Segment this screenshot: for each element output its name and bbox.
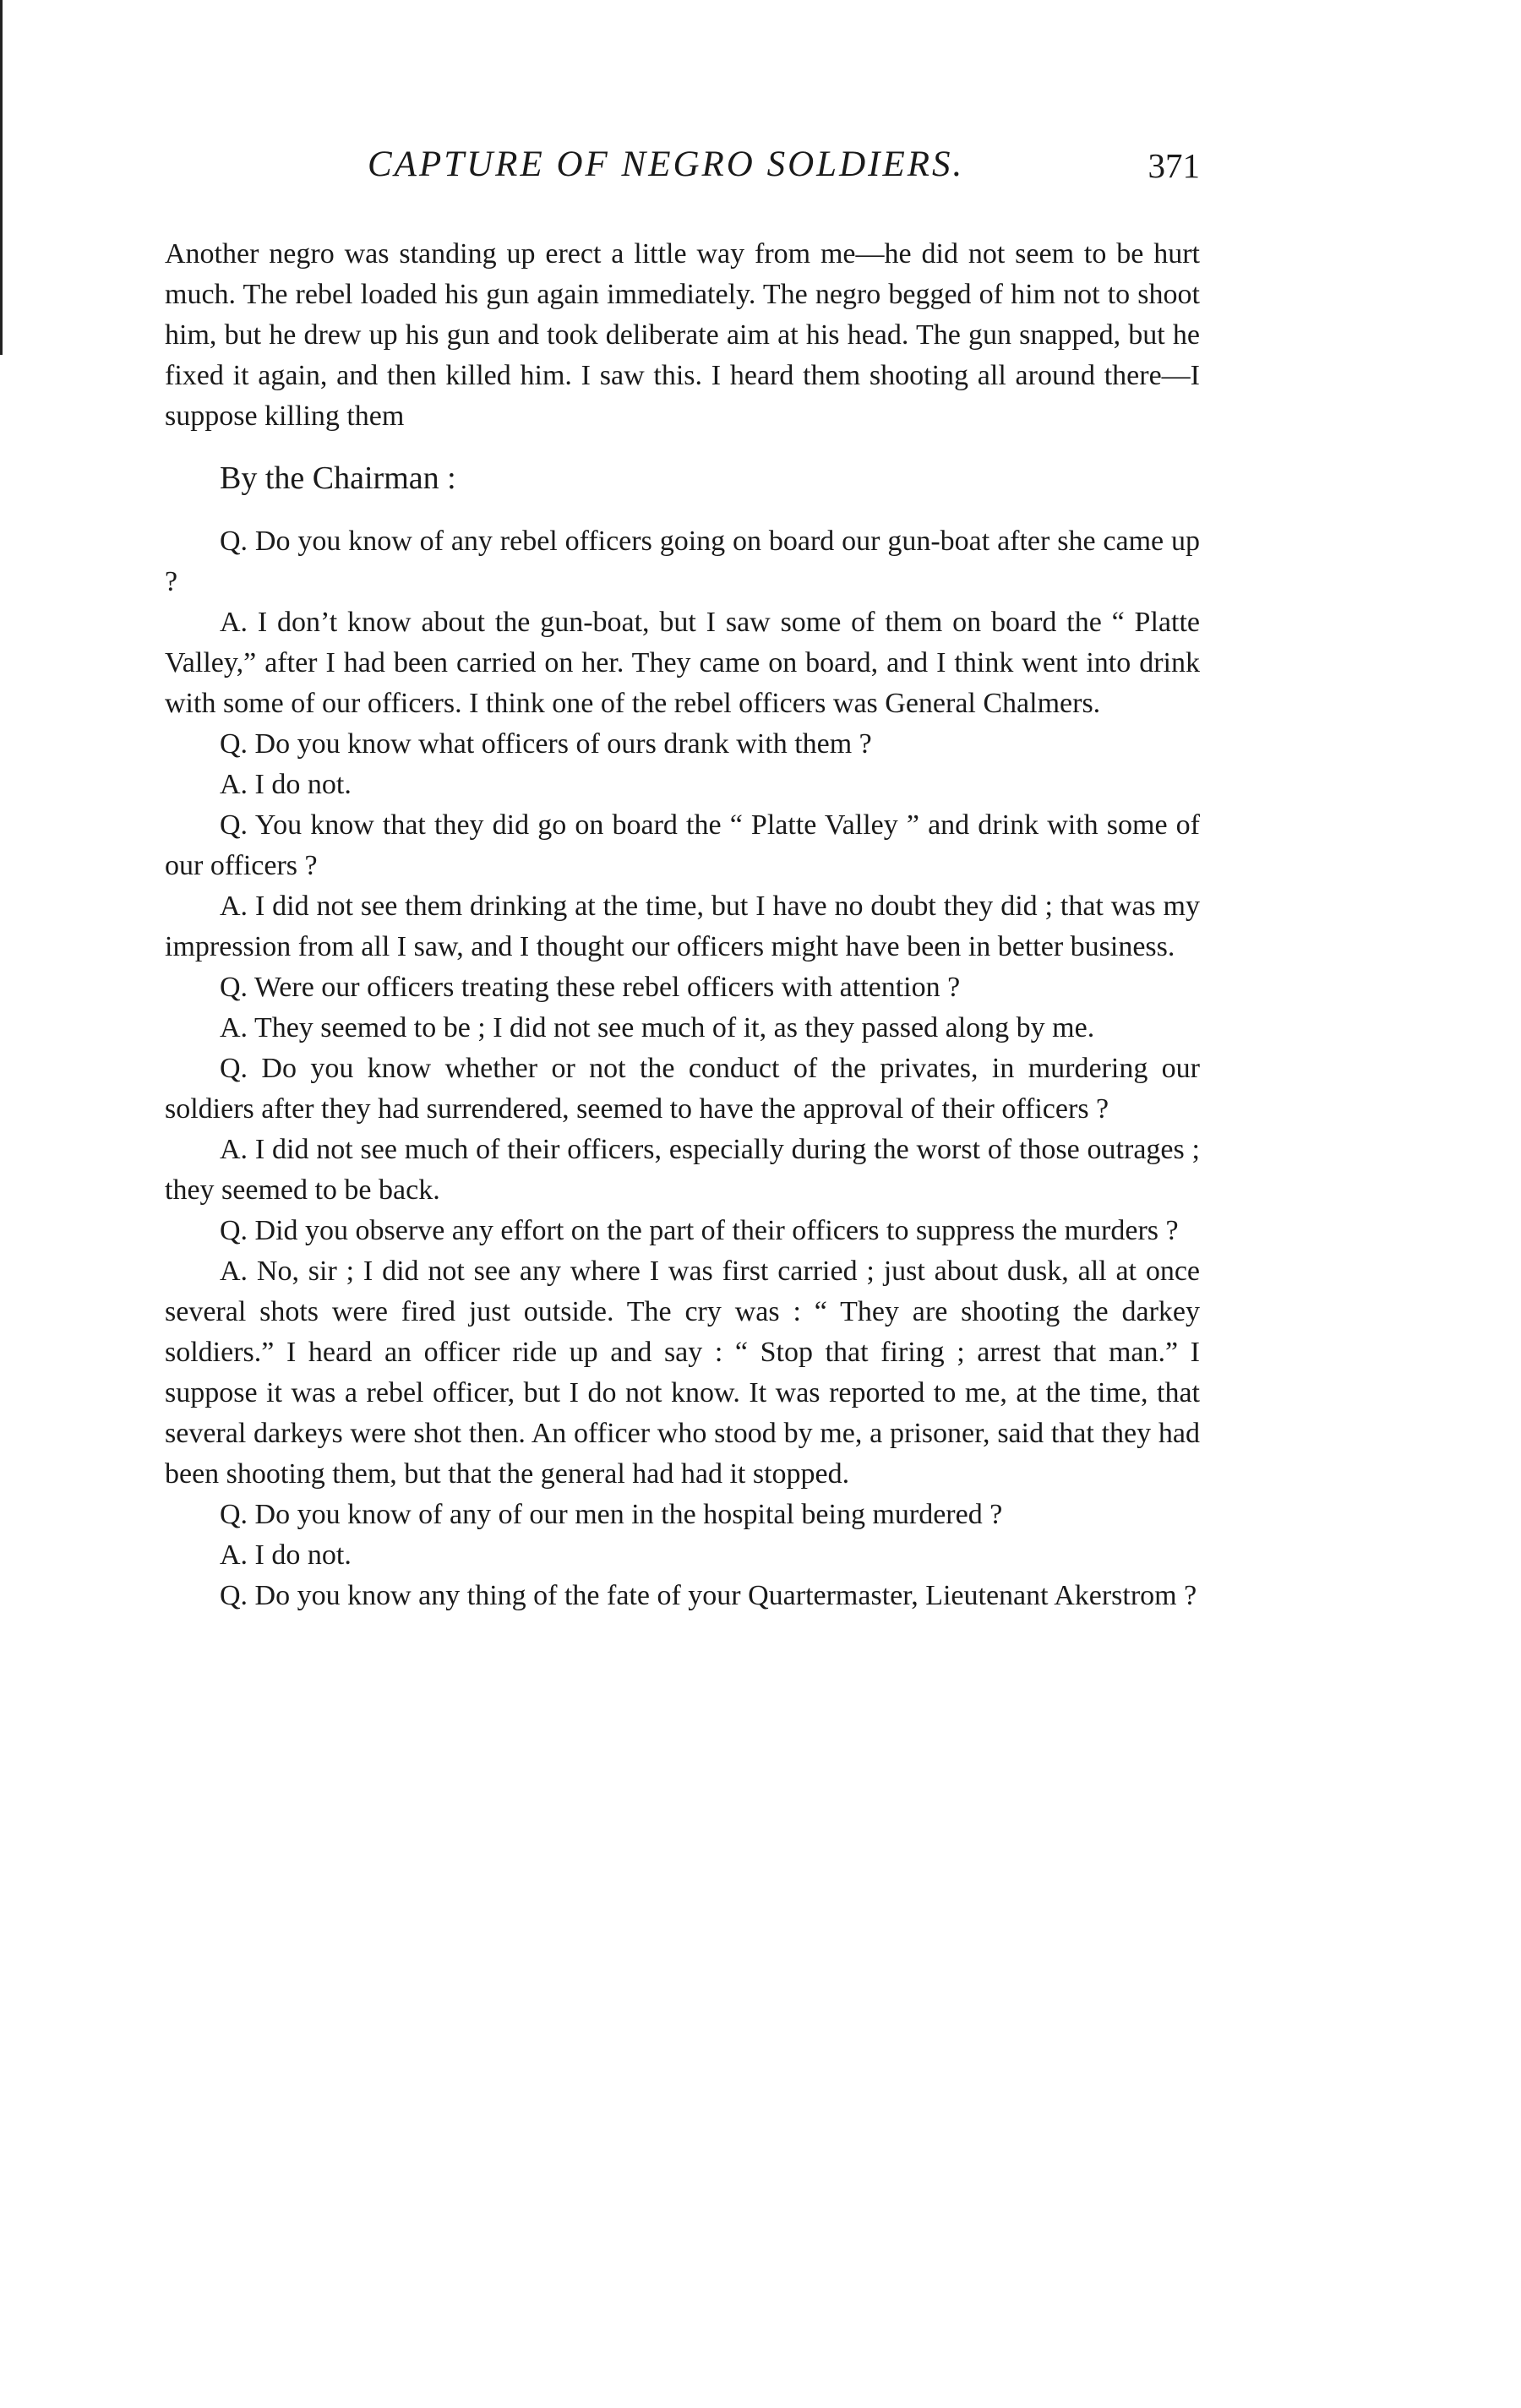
qa-line: Q. Do you know whether or not the conduct of the privates, in murdering our soldiers after they had surrendered, seemed to have the approval of their officers ?	[165, 1053, 1200, 1125]
qa-line: Q. Do you know of any rebel officers going on board our gun-boat after she came up ?	[165, 526, 1200, 597]
qa-line: A. I do not.	[220, 769, 352, 800]
qa-line: A. I don’t know about the gun-boat, but I saw some of them on board the “ Platte Valley,” after I had been carried on her. They came on board, and I think went into drink with some of our officers. I think one of the rebel officers was General Chalmers.	[165, 607, 1200, 719]
opening-paragraph: Another negro was standing up erect a little way from me—he did not seem to be hurt much. The rebel loaded his gun again immediately. The negro begged of him not to shoot him, but he drew up his gun and took deliberate aim at his head. The gun snapped, but he fixed it again, and then killed him. I saw this. I heard them shooting all around there—I suppose killing them	[165, 238, 1200, 432]
qa-line: Q. Do you know what officers of ours drank with them ?	[220, 728, 872, 760]
qa-line: Q. You know that they did go on board the “ Platte Valley ” and drink with some of our officers ?	[165, 809, 1200, 881]
qa-line: Q. Were our officers treating these rebel officers with attention ?	[220, 972, 961, 1003]
qa-line: A. I did not see much of their officers, especially during the worst of those outrages ; they seemed to be back.	[165, 1134, 1200, 1206]
body-text	[165, 234, 1200, 1616]
scan-edge-line	[0, 0, 3, 355]
page-number: 371	[1148, 146, 1200, 185]
running-title: CAPTURE OF NEGRO SOLDIERS.	[368, 144, 965, 184]
book-page	[165, 144, 1200, 1616]
qa-line: Q. Did you observe any effort on the part of their officers to suppress the murders ?	[220, 1215, 1179, 1246]
qa-line: A. No, sir ; I did not see any where I was first carried ; just about dusk, all at once several shots were fired just outside. The cry was : “ They are shooting the darkey soldiers.” I heard an officer ride up and say : “ Stop that firing ; arrest that man.” I suppose it was a rebel officer, but I do not know. It was reported to me, at the time, that several darkeys were shot then. An officer who stood by me, a prisoner, said that they had been shooting them, but that the general had had it stopped.	[165, 1256, 1200, 1490]
qa-line: A. I do not.	[220, 1539, 352, 1571]
speaker-heading: By the Chairman :	[220, 460, 456, 496]
qa-line: Q. Do you know of any of our men in the hospital being murdered ?	[220, 1499, 1003, 1530]
qa-line: A. I did not see them drinking at the time, but I have no doubt they did ; that was my impression from all I saw, and I thought our officers might have been in better business.	[165, 891, 1200, 962]
qa-line: A. They seemed to be ; I did not see much of it, as they passed along by me.	[220, 1012, 1095, 1043]
running-header	[165, 144, 1200, 194]
qa-line: Q. Do you know any thing of the fate of your Quartermaster, Lieutenant Akerstrom ?	[220, 1580, 1197, 1611]
